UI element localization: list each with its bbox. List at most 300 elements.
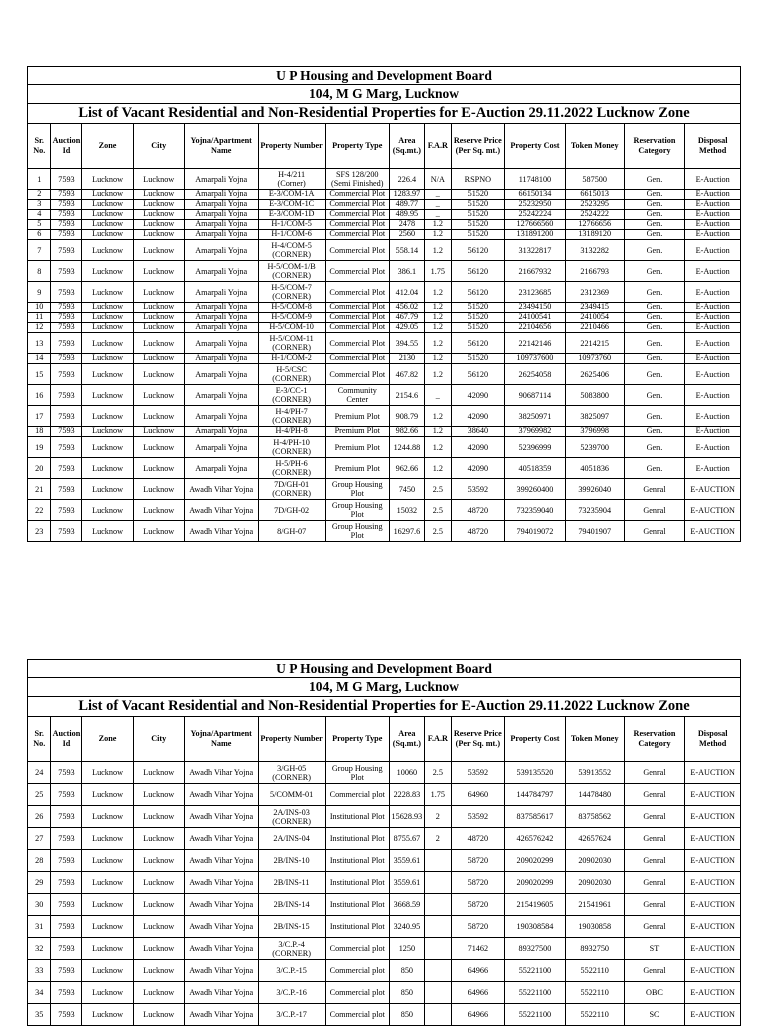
- column-header: Zone: [82, 717, 133, 762]
- table-cell: 51520: [451, 210, 504, 220]
- table-cell: 23494150: [505, 303, 566, 313]
- table-cell: Amarpali Yojna: [184, 190, 258, 200]
- table-cell: 7593: [51, 200, 82, 210]
- table-cell: 489.77: [389, 200, 424, 210]
- table-cell: 2228.83: [389, 784, 424, 806]
- table-cell: 7593: [51, 303, 82, 313]
- table-cell: Lucknow: [133, 437, 184, 458]
- table-cell: 55221100: [505, 960, 566, 982]
- table-cell: Gen.: [624, 220, 685, 230]
- column-header: City: [133, 124, 184, 169]
- table-cell: Lucknow: [82, 364, 133, 385]
- table-cell: 56120: [451, 240, 504, 261]
- table-cell: Lucknow: [133, 210, 184, 220]
- table-cell: 24100541: [505, 313, 566, 323]
- table-cell: 1.2: [424, 220, 451, 230]
- table-cell: 38250971: [505, 406, 566, 427]
- table-cell: 2B/INS-15: [258, 916, 325, 938]
- table-cell: 89327500: [505, 938, 566, 960]
- table-cell: Lucknow: [82, 806, 133, 828]
- table-cell: 7450: [389, 479, 424, 500]
- table-cell: Lucknow: [82, 828, 133, 850]
- table-cell: E-Auction: [685, 458, 741, 479]
- table-cell: E-Auction: [685, 169, 741, 190]
- table-row: [28, 762, 741, 784]
- table-cell: 31322817: [505, 240, 566, 261]
- table-cell: 1250: [389, 938, 424, 960]
- table-cell: Awadh Vihar Yojna: [184, 500, 258, 521]
- table-cell: 1: [28, 169, 51, 190]
- table-cell: Group Housing Plot: [325, 500, 389, 521]
- table-cell: 51520: [451, 354, 504, 364]
- table-cell: 3559.61: [389, 850, 424, 872]
- table-cell: 144784797: [505, 784, 566, 806]
- table-cell: E-AUCTION: [685, 894, 741, 916]
- table-cell: [424, 894, 451, 916]
- table-cell: H-5/COM-1/B (CORNER): [258, 261, 325, 282]
- table-cell: 1.2: [424, 333, 451, 354]
- column-header: Sr. No.: [28, 717, 51, 762]
- table-cell: 64966: [451, 960, 504, 982]
- table-cell: Premium Plot: [325, 458, 389, 479]
- table-cell: Commercial Plot: [325, 313, 389, 323]
- column-header: Auction Id: [51, 124, 82, 169]
- table-cell: Amarpali Yojna: [184, 333, 258, 354]
- table-row: [28, 982, 741, 1004]
- table-cell: 7593: [51, 784, 82, 806]
- table-cell: 412.04: [389, 282, 424, 303]
- table-cell: E-Auction: [685, 261, 741, 282]
- table-cell: E-Auction: [685, 313, 741, 323]
- table-row: [28, 437, 741, 458]
- table-cell: 2560: [389, 230, 424, 240]
- table-cell: Gen.: [624, 261, 685, 282]
- table-cell: Amarpali Yojna: [184, 200, 258, 210]
- table-cell: 42090: [451, 385, 504, 406]
- table-cell: Amarpali Yojna: [184, 354, 258, 364]
- table-cell: 7593: [51, 894, 82, 916]
- table-row: [28, 427, 741, 437]
- table-cell: _: [424, 200, 451, 210]
- table-cell: 3/C.P.-15: [258, 960, 325, 982]
- table-cell: 1.2: [424, 427, 451, 437]
- table-cell: 25242224: [505, 210, 566, 220]
- table-cell: 1.2: [424, 240, 451, 261]
- table-cell: 456.02: [389, 303, 424, 313]
- table-cell: 53592: [451, 762, 504, 784]
- table-cell: Lucknow: [82, 982, 133, 1004]
- table-cell: Amarpali Yojna: [184, 220, 258, 230]
- table-cell: 58720: [451, 916, 504, 938]
- table-cell: 24: [28, 762, 51, 784]
- table-cell: 5522110: [565, 960, 624, 982]
- table-cell: Lucknow: [133, 762, 184, 784]
- table-cell: Lucknow: [82, 894, 133, 916]
- table-header-row: [28, 717, 741, 762]
- table-cell: 15628.93: [389, 806, 424, 828]
- table-cell: ST: [624, 938, 685, 960]
- table-cell: 850: [389, 960, 424, 982]
- table-cell: Lucknow: [82, 762, 133, 784]
- table-cell: Awadh Vihar Yojna: [184, 982, 258, 1004]
- table-cell: Genral: [624, 850, 685, 872]
- table-cell: 7593: [51, 240, 82, 261]
- table-cell: 7593: [51, 762, 82, 784]
- table-cell: E-Auction: [685, 323, 741, 333]
- table-cell: 56120: [451, 333, 504, 354]
- table-cell: _: [424, 210, 451, 220]
- table-cell: SC: [624, 1004, 685, 1026]
- table-cell: 2214215: [565, 333, 624, 354]
- column-header: Sr. No.: [28, 124, 51, 169]
- table-cell: Commercial Plot: [325, 323, 389, 333]
- table-cell: Gen.: [624, 437, 685, 458]
- table-cell: Genral: [624, 500, 685, 521]
- table-cell: 5239700: [565, 437, 624, 458]
- table-row: [28, 333, 741, 354]
- table-cell: Awadh Vihar Yojna: [184, 784, 258, 806]
- table-cell: 26254058: [505, 364, 566, 385]
- table-cell: Commercial Plot: [325, 333, 389, 354]
- table-cell: Group Housing Plot: [325, 762, 389, 784]
- table-cell: Genral: [624, 762, 685, 784]
- table-cell: 2166793: [565, 261, 624, 282]
- table-cell: 26: [28, 806, 51, 828]
- table-cell: 7593: [51, 916, 82, 938]
- table-cell: Lucknow: [82, 916, 133, 938]
- table-row: [28, 313, 741, 323]
- table-cell: Institutional Plot: [325, 828, 389, 850]
- table-row: [28, 784, 741, 806]
- table-cell: 226.4: [389, 169, 424, 190]
- table-cell: Gen.: [624, 458, 685, 479]
- table-cell: 489.95: [389, 210, 424, 220]
- table-cell: 2312369: [565, 282, 624, 303]
- table-cell: Gen.: [624, 323, 685, 333]
- table-cell: 48720: [451, 500, 504, 521]
- table-cell: Commercial plot: [325, 960, 389, 982]
- table-cell: Amarpali Yojna: [184, 458, 258, 479]
- table-cell: E-AUCTION: [685, 828, 741, 850]
- table-cell: 1244.88: [389, 437, 424, 458]
- table-cell: 10060: [389, 762, 424, 784]
- table-cell: Institutional Plot: [325, 850, 389, 872]
- table-cell: E-Auction: [685, 333, 741, 354]
- table-cell: 51520: [451, 200, 504, 210]
- table-cell: H-4/PH-8: [258, 427, 325, 437]
- table-cell: Gen.: [624, 303, 685, 313]
- table-cell: 2A/INS-04: [258, 828, 325, 850]
- table-cell: E-AUCTION: [685, 762, 741, 784]
- table-cell: 209020299: [505, 850, 566, 872]
- table-cell: 38640: [451, 427, 504, 437]
- table-cell: Lucknow: [133, 385, 184, 406]
- table-cell: Lucknow: [133, 916, 184, 938]
- table-cell: 42090: [451, 437, 504, 458]
- column-header: Property Number: [258, 717, 325, 762]
- table-cell: 7593: [51, 828, 82, 850]
- table-cell: E-AUCTION: [685, 1004, 741, 1026]
- table-cell: Lucknow: [133, 169, 184, 190]
- table-cell: E-AUCTION: [685, 982, 741, 1004]
- table-cell: Community Center: [325, 385, 389, 406]
- table-cell: H-4/PH-10 (CORNER): [258, 437, 325, 458]
- table-cell: Awadh Vihar Yojna: [184, 521, 258, 542]
- table-cell: 7593: [51, 850, 82, 872]
- table-cell: Gen.: [624, 313, 685, 323]
- table-cell: Genral: [624, 806, 685, 828]
- table-cell: 2: [28, 190, 51, 200]
- column-header: Property Type: [325, 717, 389, 762]
- property-list-page-2: [27, 659, 741, 1026]
- table-cell: 1.2: [424, 323, 451, 333]
- table-cell: Lucknow: [82, 960, 133, 982]
- table-cell: 7593: [51, 1004, 82, 1026]
- table-cell: E-AUCTION: [685, 850, 741, 872]
- table-cell: Lucknow: [133, 200, 184, 210]
- table-cell: 13: [28, 333, 51, 354]
- table-cell: 56120: [451, 282, 504, 303]
- table-row: [28, 1004, 741, 1026]
- table-row: [28, 230, 741, 240]
- table-cell: Amarpali Yojna: [184, 427, 258, 437]
- table-cell: 20: [28, 458, 51, 479]
- table-cell: Commercial Plot: [325, 240, 389, 261]
- table-row: [28, 364, 741, 385]
- table-cell: Gen.: [624, 427, 685, 437]
- table-cell: 2B/INS-14: [258, 894, 325, 916]
- table-cell: 66150134: [505, 190, 566, 200]
- table-cell: Awadh Vihar Yojna: [184, 1004, 258, 1026]
- table-cell: 35: [28, 1004, 51, 1026]
- table-cell: 79401907: [565, 521, 624, 542]
- table-cell: Lucknow: [82, 323, 133, 333]
- table-cell: Lucknow: [133, 364, 184, 385]
- table-cell: Lucknow: [82, 427, 133, 437]
- table-cell: 1.75: [424, 784, 451, 806]
- table-cell: 399260400: [505, 479, 566, 500]
- table-cell: 51520: [451, 313, 504, 323]
- table-cell: 30: [28, 894, 51, 916]
- table-cell: 8755.67: [389, 828, 424, 850]
- table-cell: 587500: [565, 169, 624, 190]
- column-header: Disposal Method: [685, 717, 741, 762]
- table-cell: 1.2: [424, 406, 451, 427]
- table-cell: 11: [28, 313, 51, 323]
- table-cell: Amarpali Yojna: [184, 437, 258, 458]
- table-cell: 42090: [451, 406, 504, 427]
- table-cell: 2349415: [565, 303, 624, 313]
- table-cell: Gen.: [624, 282, 685, 303]
- table-cell: 837585617: [505, 806, 566, 828]
- table-row: [28, 521, 741, 542]
- column-header: Area (Sq.mt.): [389, 124, 424, 169]
- table-cell: E-Auction: [685, 190, 741, 200]
- table-cell: E-AUCTION: [685, 806, 741, 828]
- table-cell: 11748100: [505, 169, 566, 190]
- table-cell: 3/GH-05 (CORNER): [258, 762, 325, 784]
- table-cell: Institutional Plot: [325, 894, 389, 916]
- table-cell: H-5/COM-10: [258, 323, 325, 333]
- column-header: Reserve Price (Per Sq. mt.): [451, 124, 504, 169]
- table-cell: [424, 982, 451, 1004]
- table-cell: 4: [28, 210, 51, 220]
- table-cell: Commercial plot: [325, 938, 389, 960]
- table-cell: 7D/GH-01 (CORNER): [258, 479, 325, 500]
- table-cell: 51520: [451, 303, 504, 313]
- table-cell: 8/GH-07: [258, 521, 325, 542]
- table-cell: H-1/COM-5: [258, 220, 325, 230]
- table-cell: 386.1: [389, 261, 424, 282]
- table-cell: Lucknow: [133, 894, 184, 916]
- column-header: Reservation Category: [624, 124, 685, 169]
- table-cell: 7593: [51, 500, 82, 521]
- table-cell: Commercial Plot: [325, 354, 389, 364]
- table-cell: 3668.59: [389, 894, 424, 916]
- table-cell: Group Housing Plot: [325, 521, 389, 542]
- table-cell: Commercial Plot: [325, 230, 389, 240]
- table-cell: 15: [28, 364, 51, 385]
- table-cell: 20902030: [565, 850, 624, 872]
- table-cell: Premium Plot: [325, 406, 389, 427]
- table-cell: 23123685: [505, 282, 566, 303]
- table-cell: 10973760: [565, 354, 624, 364]
- table-header-row: [28, 124, 741, 169]
- table-cell: 2154.6: [389, 385, 424, 406]
- table-cell: Amarpali Yojna: [184, 282, 258, 303]
- table-cell: Lucknow: [82, 261, 133, 282]
- column-header: Reserve Price (Per Sq. mt.): [451, 717, 504, 762]
- table-cell: Amarpali Yojna: [184, 364, 258, 385]
- table-cell: Lucknow: [133, 938, 184, 960]
- table-row: [28, 220, 741, 230]
- table-cell: E-Auction: [685, 406, 741, 427]
- table-cell: Lucknow: [82, 303, 133, 313]
- table-cell: Awadh Vihar Yojna: [184, 938, 258, 960]
- table-cell: 53913552: [565, 762, 624, 784]
- table-cell: Gen.: [624, 406, 685, 427]
- table-cell: 21: [28, 479, 51, 500]
- table-cell: Institutional Plot: [325, 916, 389, 938]
- column-header: City: [133, 717, 184, 762]
- table-cell: 3132282: [565, 240, 624, 261]
- board-address-heading: 104, M G Marg, Lucknow: [27, 677, 741, 696]
- table-cell: 5/COMM-01: [258, 784, 325, 806]
- table-cell: 22: [28, 500, 51, 521]
- table-cell: 1.2: [424, 364, 451, 385]
- table-cell: 17: [28, 406, 51, 427]
- table-cell: 7593: [51, 323, 82, 333]
- table-cell: 21667932: [505, 261, 566, 282]
- table-cell: Lucknow: [82, 210, 133, 220]
- table-row: [28, 960, 741, 982]
- table-cell: 467.82: [389, 364, 424, 385]
- table-cell: 28: [28, 850, 51, 872]
- table-cell: 73235904: [565, 500, 624, 521]
- table-cell: 58720: [451, 894, 504, 916]
- table-cell: 52396999: [505, 437, 566, 458]
- table-cell: 64966: [451, 982, 504, 1004]
- table-cell: 22142146: [505, 333, 566, 354]
- table-cell: _: [424, 190, 451, 200]
- table-cell: 2523295: [565, 200, 624, 210]
- table-row: [28, 261, 741, 282]
- table-cell: 42657624: [565, 828, 624, 850]
- table-cell: Lucknow: [82, 437, 133, 458]
- table-cell: 42090: [451, 458, 504, 479]
- table-cell: E-Auction: [685, 303, 741, 313]
- table-row: [28, 406, 741, 427]
- table-cell: 1.75: [424, 261, 451, 282]
- table-cell: 37969982: [505, 427, 566, 437]
- table-cell: 1.2: [424, 282, 451, 303]
- table-cell: 1.2: [424, 437, 451, 458]
- table-cell: 55221100: [505, 1004, 566, 1026]
- column-header: Property Cost: [505, 124, 566, 169]
- board-address-heading: 104, M G Marg, Lucknow: [27, 84, 741, 103]
- table-cell: 7593: [51, 220, 82, 230]
- table-cell: Lucknow: [82, 500, 133, 521]
- table-cell: 215419605: [505, 894, 566, 916]
- table-cell: 3240.95: [389, 916, 424, 938]
- table-cell: E-Auction: [685, 364, 741, 385]
- table-cell: _: [424, 385, 451, 406]
- table-cell: Lucknow: [133, 1004, 184, 1026]
- table-cell: Awadh Vihar Yojna: [184, 806, 258, 828]
- table-cell: Lucknow: [82, 406, 133, 427]
- table-cell: E-Auction: [685, 240, 741, 261]
- table-cell: Lucknow: [133, 427, 184, 437]
- table-cell: Gen.: [624, 385, 685, 406]
- table-row: [28, 850, 741, 872]
- table-cell: Lucknow: [82, 220, 133, 230]
- table-cell: [424, 938, 451, 960]
- table-cell: 2.5: [424, 500, 451, 521]
- table-cell: 7593: [51, 364, 82, 385]
- table-cell: 9: [28, 282, 51, 303]
- table-cell: 5083800: [565, 385, 624, 406]
- table-cell: Amarpali Yojna: [184, 406, 258, 427]
- table-cell: 48720: [451, 521, 504, 542]
- table-cell: 8932750: [565, 938, 624, 960]
- table-cell: 83758562: [565, 806, 624, 828]
- table-cell: E-Auction: [685, 282, 741, 303]
- table-cell: Lucknow: [82, 200, 133, 210]
- table-cell: 16: [28, 385, 51, 406]
- table-cell: 1.2: [424, 303, 451, 313]
- table-row: [28, 938, 741, 960]
- table-cell: Awadh Vihar Yojna: [184, 828, 258, 850]
- table-cell: 3796998: [565, 427, 624, 437]
- column-header: F.A.R: [424, 124, 451, 169]
- table-cell: Lucknow: [133, 354, 184, 364]
- table-cell: E-Auction: [685, 210, 741, 220]
- table-cell: [424, 872, 451, 894]
- table-cell: 3825097: [565, 406, 624, 427]
- table-cell: 2: [424, 828, 451, 850]
- table-cell: E-Auction: [685, 200, 741, 210]
- table-cell: E-Auction: [685, 230, 741, 240]
- table-cell: [424, 850, 451, 872]
- table-row: [28, 479, 741, 500]
- table-cell: 539135520: [505, 762, 566, 784]
- table-cell: 34: [28, 982, 51, 1004]
- table-cell: 20902030: [565, 872, 624, 894]
- table-cell: H-5/COM-8: [258, 303, 325, 313]
- table-row: [28, 500, 741, 521]
- column-header: F.A.R: [424, 717, 451, 762]
- table-cell: Genral: [624, 521, 685, 542]
